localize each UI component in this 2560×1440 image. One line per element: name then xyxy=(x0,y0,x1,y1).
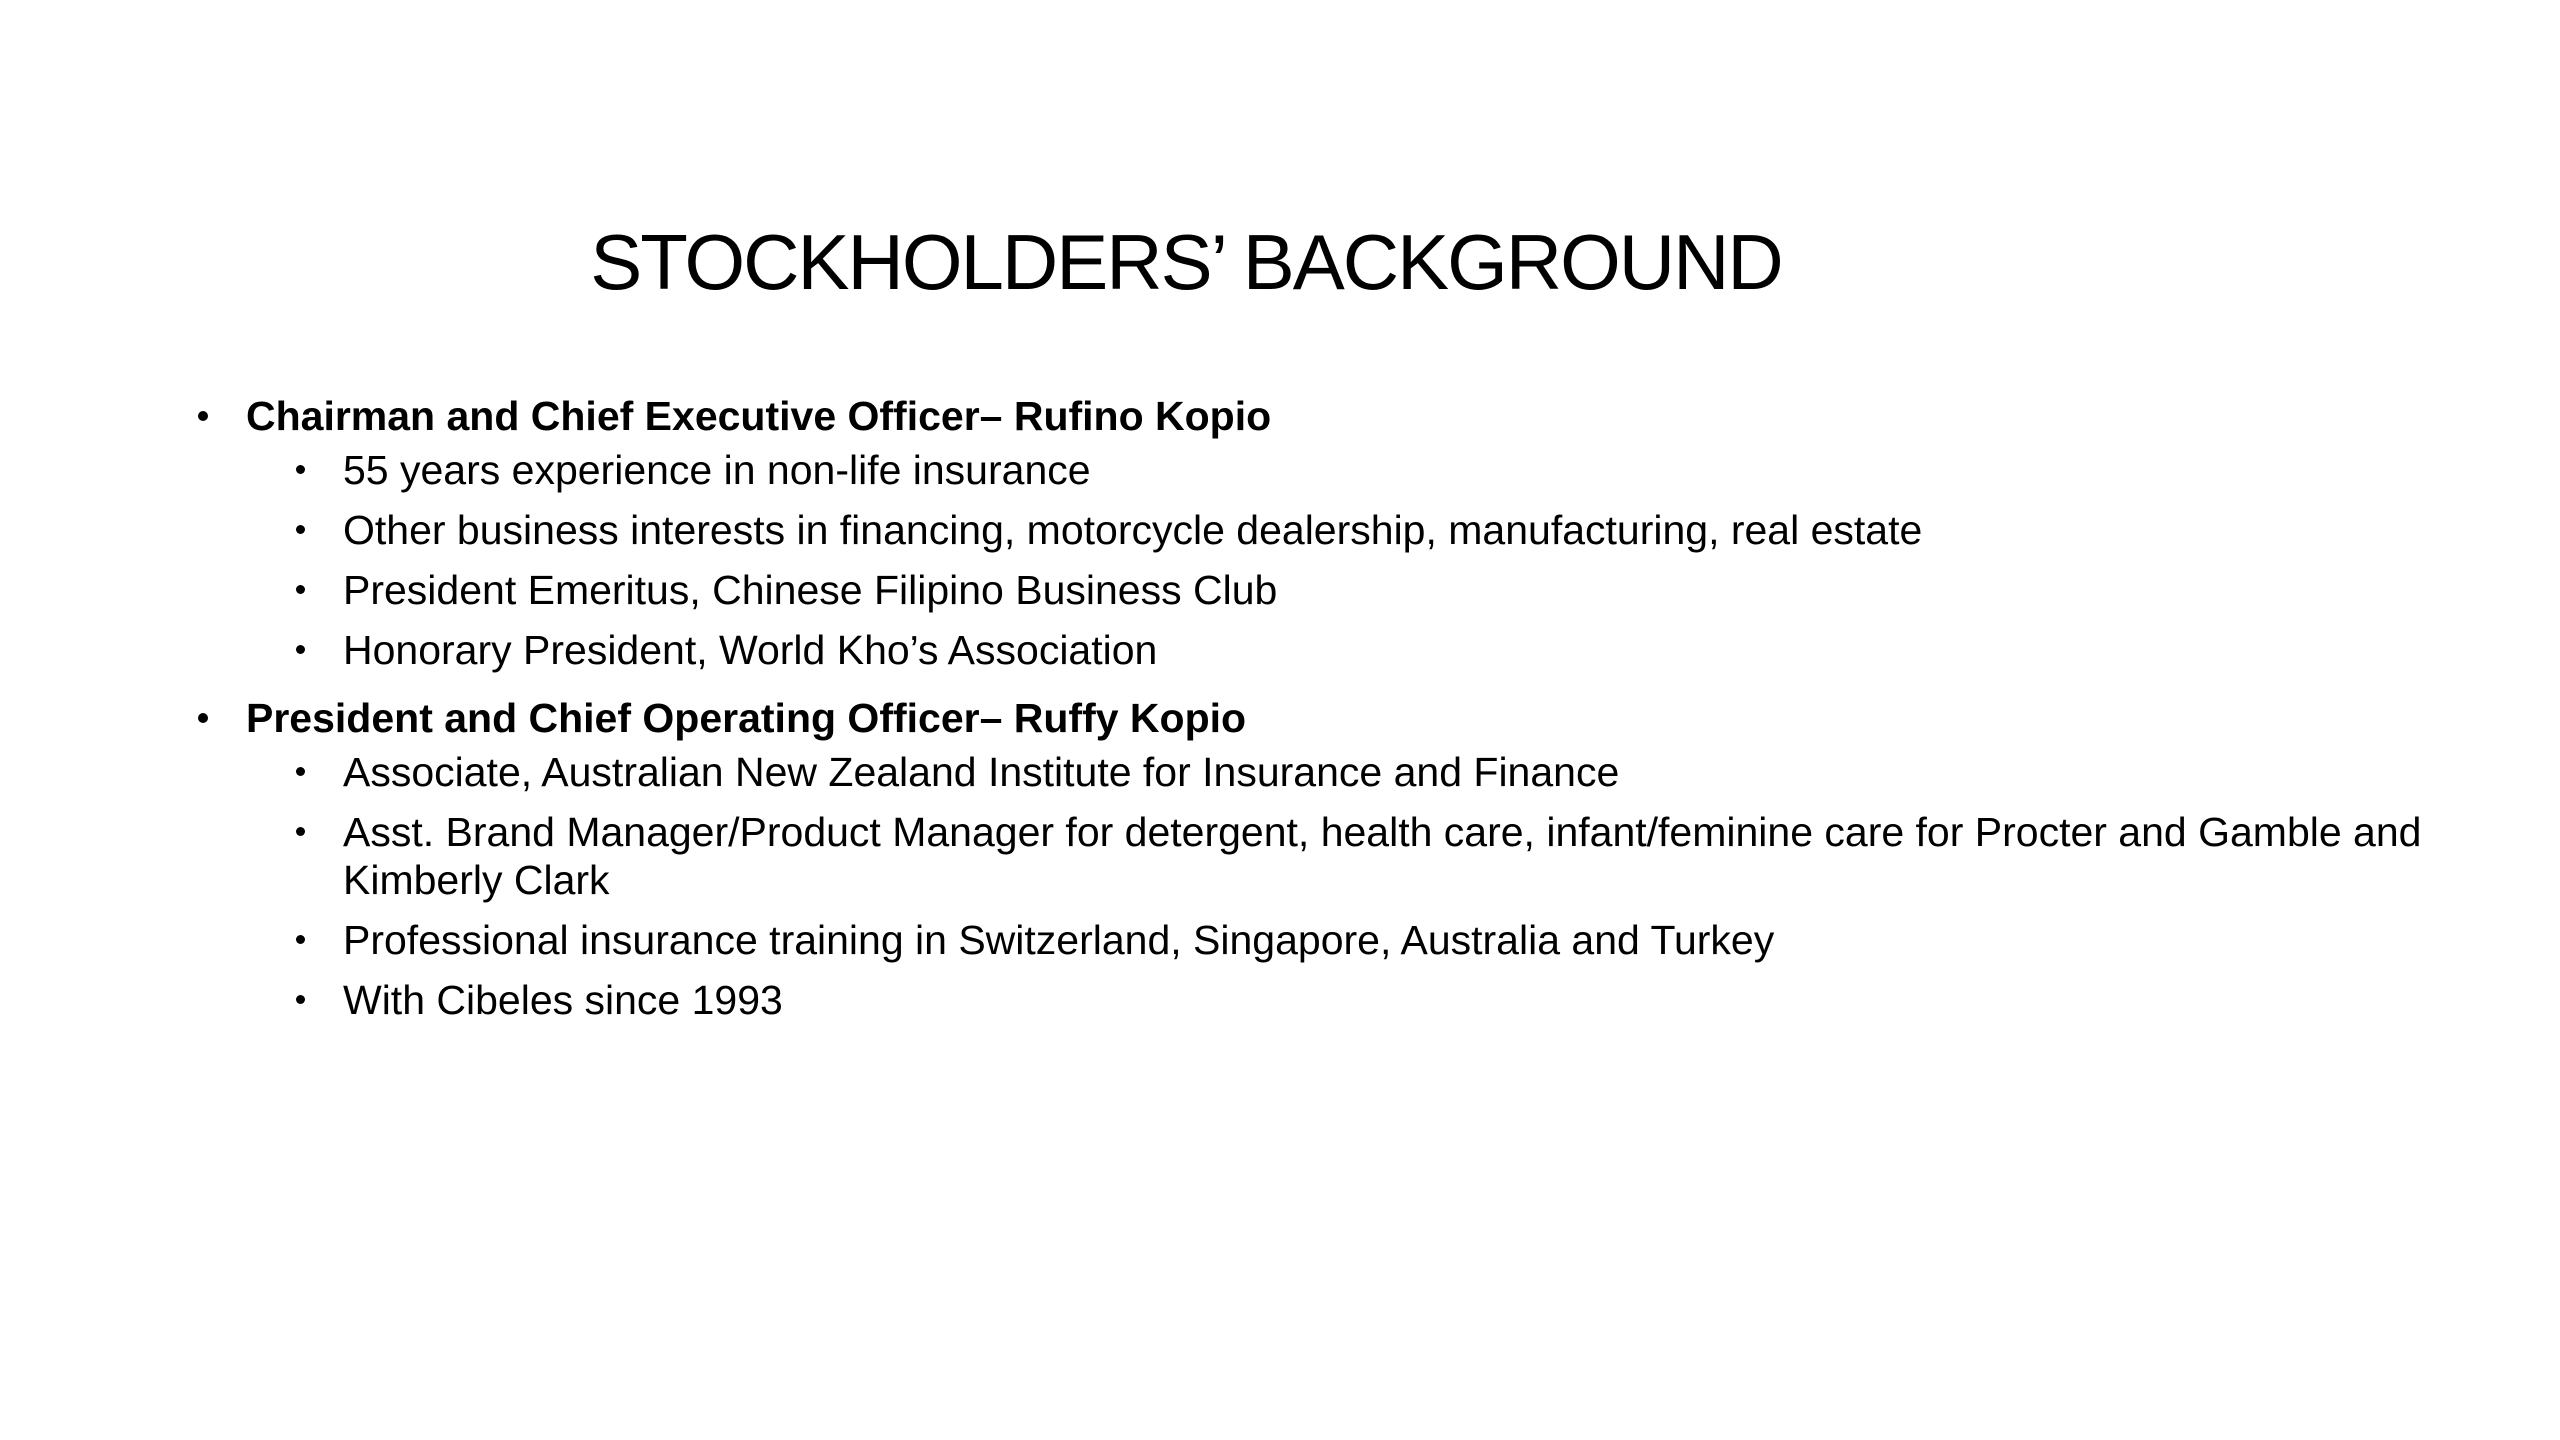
list-item xyxy=(190,916,2420,964)
section-president xyxy=(190,688,2420,1024)
bullet-icon xyxy=(296,525,305,534)
list-item-text: 55 years experience in non-life insurance xyxy=(343,447,1091,493)
section-heading-text: President and Chief Operating Officer– Ruffy Kopio xyxy=(246,695,1247,741)
list-item xyxy=(190,748,2420,796)
bullet-icon xyxy=(296,585,305,594)
bullet-icon xyxy=(296,935,305,944)
list-item-text: Asst. Brand Manager/Product Manager for detergent, health care, infant/feminine care for Procter and Gamble and Kimberly Clark xyxy=(343,809,2422,903)
list-item-text: President Emeritus, Chinese Filipino Business Club xyxy=(343,567,1278,613)
section-chairman xyxy=(190,386,2420,674)
list-item-text: Other business interests in financing, motorcycle dealership, manufacturing, real estate xyxy=(343,507,1923,553)
list-item-text: Professional insurance training in Switzerland, Singapore, Australia and Turkey xyxy=(343,917,1775,963)
bullet-icon xyxy=(296,767,305,776)
list-item xyxy=(190,566,2420,614)
bullet-list xyxy=(190,748,2420,1024)
list-item xyxy=(190,808,2553,904)
section-heading xyxy=(190,688,2420,748)
slide-content xyxy=(190,386,2420,1038)
bullet-icon xyxy=(296,465,305,474)
bullet-icon xyxy=(296,995,305,1004)
list-item xyxy=(190,626,2420,674)
section-heading-text: Chairman and Chief Executive Officer– Rufino Kopio xyxy=(246,393,1272,439)
section-heading xyxy=(190,386,2420,446)
list-item-text: With Cibeles since 1993 xyxy=(343,977,783,1023)
bullet-icon xyxy=(296,827,305,836)
bullet-icon xyxy=(198,713,208,723)
bullet-icon xyxy=(296,645,305,654)
list-item xyxy=(190,506,2420,554)
bullet-list xyxy=(190,446,2420,674)
list-item-text: Associate, Australian New Zealand Institute for Insurance and Finance xyxy=(343,749,1620,795)
bullet-icon xyxy=(198,411,208,421)
list-item xyxy=(190,446,2420,494)
list-item-text: Honorary President, World Kho’s Association xyxy=(343,627,1158,673)
list-item xyxy=(190,976,2420,1024)
slide-title: STOCKHOLDERS’ BACKGROUND xyxy=(590,218,1782,306)
